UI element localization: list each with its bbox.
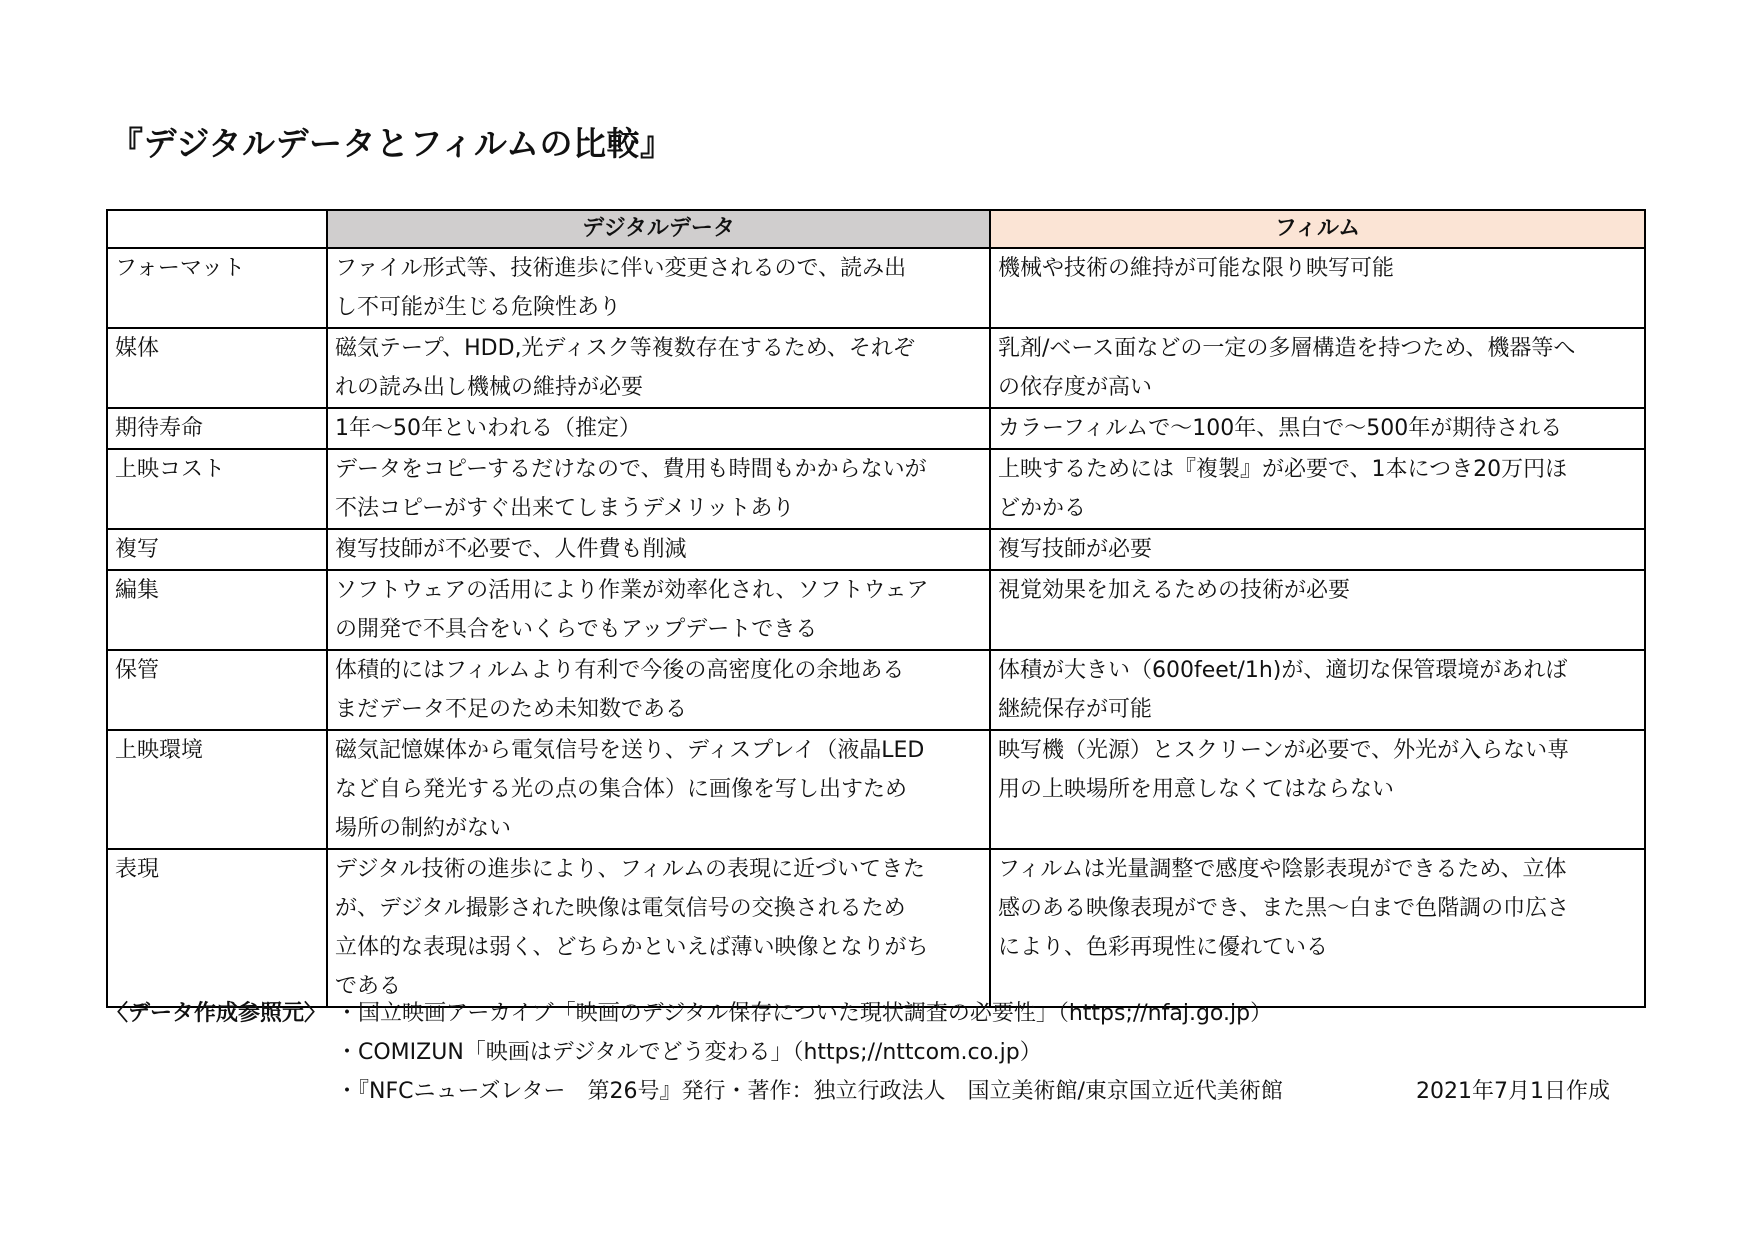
digital-cell: 磁気記憶媒体から電気信号を送り、ディスプレイ（液晶LED など自ら発光する光の点の集合体）に画像を写し出すため 場所の制約がない xyxy=(327,730,990,849)
page-title: 『デジタルデータとフィルムの比較』 xyxy=(110,124,674,163)
film-cell: 映写機（光源）とスクリーンが必要で、外光が入らない専 用の上映場所を用意しなくてはならない xyxy=(990,730,1645,849)
digital-cell: ソフトウェアの活用により作業が効率化され、ソフトウェア の開発で不具合をいくらでもアップデートできる xyxy=(327,570,990,650)
reference-item: ・COMIZUN「映画はデジタルでどう変わる」（https;//nttcom.co.jp） xyxy=(336,1040,1042,1065)
table-row xyxy=(107,730,1645,849)
row-label: フォーマット xyxy=(107,248,327,328)
row-label: 編集 xyxy=(107,570,327,650)
row-label: 上映環境 xyxy=(107,730,327,849)
reference-item: ・『NFCニューズレター 第26号』発行・著作：独立行政法人 国立美術館/東京国立近代美術館 xyxy=(336,1079,1283,1104)
table-row xyxy=(107,328,1645,408)
creation-date: 2021年7月1日作成 xyxy=(1416,1079,1610,1104)
header-film: フィルム xyxy=(990,210,1645,248)
digital-cell: ファイル形式等、技術進歩に伴い変更されるので、読み出 し不可能が生じる危険性あり xyxy=(327,248,990,328)
digital-cell: 複写技師が不必要で、人件費も削減 xyxy=(327,529,990,570)
row-label: 上映コスト xyxy=(107,449,327,529)
film-cell: 機械や技術の維持が可能な限り映写可能 xyxy=(990,248,1645,328)
row-label: 期待寿命 xyxy=(107,408,327,449)
table-row xyxy=(107,650,1645,730)
digital-cell: デジタル技術の進歩により、フィルムの表現に近づいてきた が、デジタル撮影された映像は電気信号の交換されるため 立体的な表現は弱く、どちらかといえば薄い映像となりがち である xyxy=(327,849,990,1007)
film-cell: 上映するためには『複製』が必要で、1本につき20万円ほ どかかる xyxy=(990,449,1645,529)
comparison-table xyxy=(106,209,1646,1008)
header-blank xyxy=(107,210,327,248)
row-label: 媒体 xyxy=(107,328,327,408)
table-row xyxy=(107,449,1645,529)
references-label: 〈データ作成参照元〉 xyxy=(106,1001,327,1026)
table-row xyxy=(107,248,1645,328)
digital-cell: 1年〜50年といわれる（推定） xyxy=(327,408,990,449)
film-cell: 複写技師が必要 xyxy=(990,529,1645,570)
table-row xyxy=(107,529,1645,570)
header-digital: デジタルデータ xyxy=(327,210,990,248)
digital-cell: データをコピーするだけなので、費用も時間もかからないが 不法コピーがすぐ出来てしまうデメリットあり xyxy=(327,449,990,529)
digital-cell: 磁気テープ、HDD,光ディスク等複数存在するため、それぞ れの読み出し機械の維持が必要 xyxy=(327,328,990,408)
film-cell: 体積が大きい（600feet/1h)が、適切な保管環境があれば 継続保存が可能 xyxy=(990,650,1645,730)
film-cell: 乳剤/ベース面などの一定の多層構造を持つため、機器等へ の依存度が高い xyxy=(990,328,1645,408)
table-row xyxy=(107,849,1645,1007)
film-cell: フィルムは光量調整で感度や陰影表現ができるため、立体 感のある映像表現ができ、また黒〜白まで色階調の巾広さ により、色彩再現性に優れている xyxy=(990,849,1645,1007)
digital-cell: 体積的にはフィルムより有利で今後の高密度化の余地ある まだデータ不足のため未知数である xyxy=(327,650,990,730)
row-label: 複写 xyxy=(107,529,327,570)
table-header-row xyxy=(107,210,1645,248)
reference-item: ・国立映画アーカイブ「映画のデジタル保存についた現状調査の必要性」（https;//nfaj.go.jp） xyxy=(336,1001,1273,1026)
table-row xyxy=(107,408,1645,449)
table-row xyxy=(107,570,1645,650)
film-cell: カラーフィルムで〜100年、黒白で〜500年が期待される xyxy=(990,408,1645,449)
row-label: 表現 xyxy=(107,849,327,1007)
film-cell: 視覚効果を加えるための技術が必要 xyxy=(990,570,1645,650)
row-label: 保管 xyxy=(107,650,327,730)
